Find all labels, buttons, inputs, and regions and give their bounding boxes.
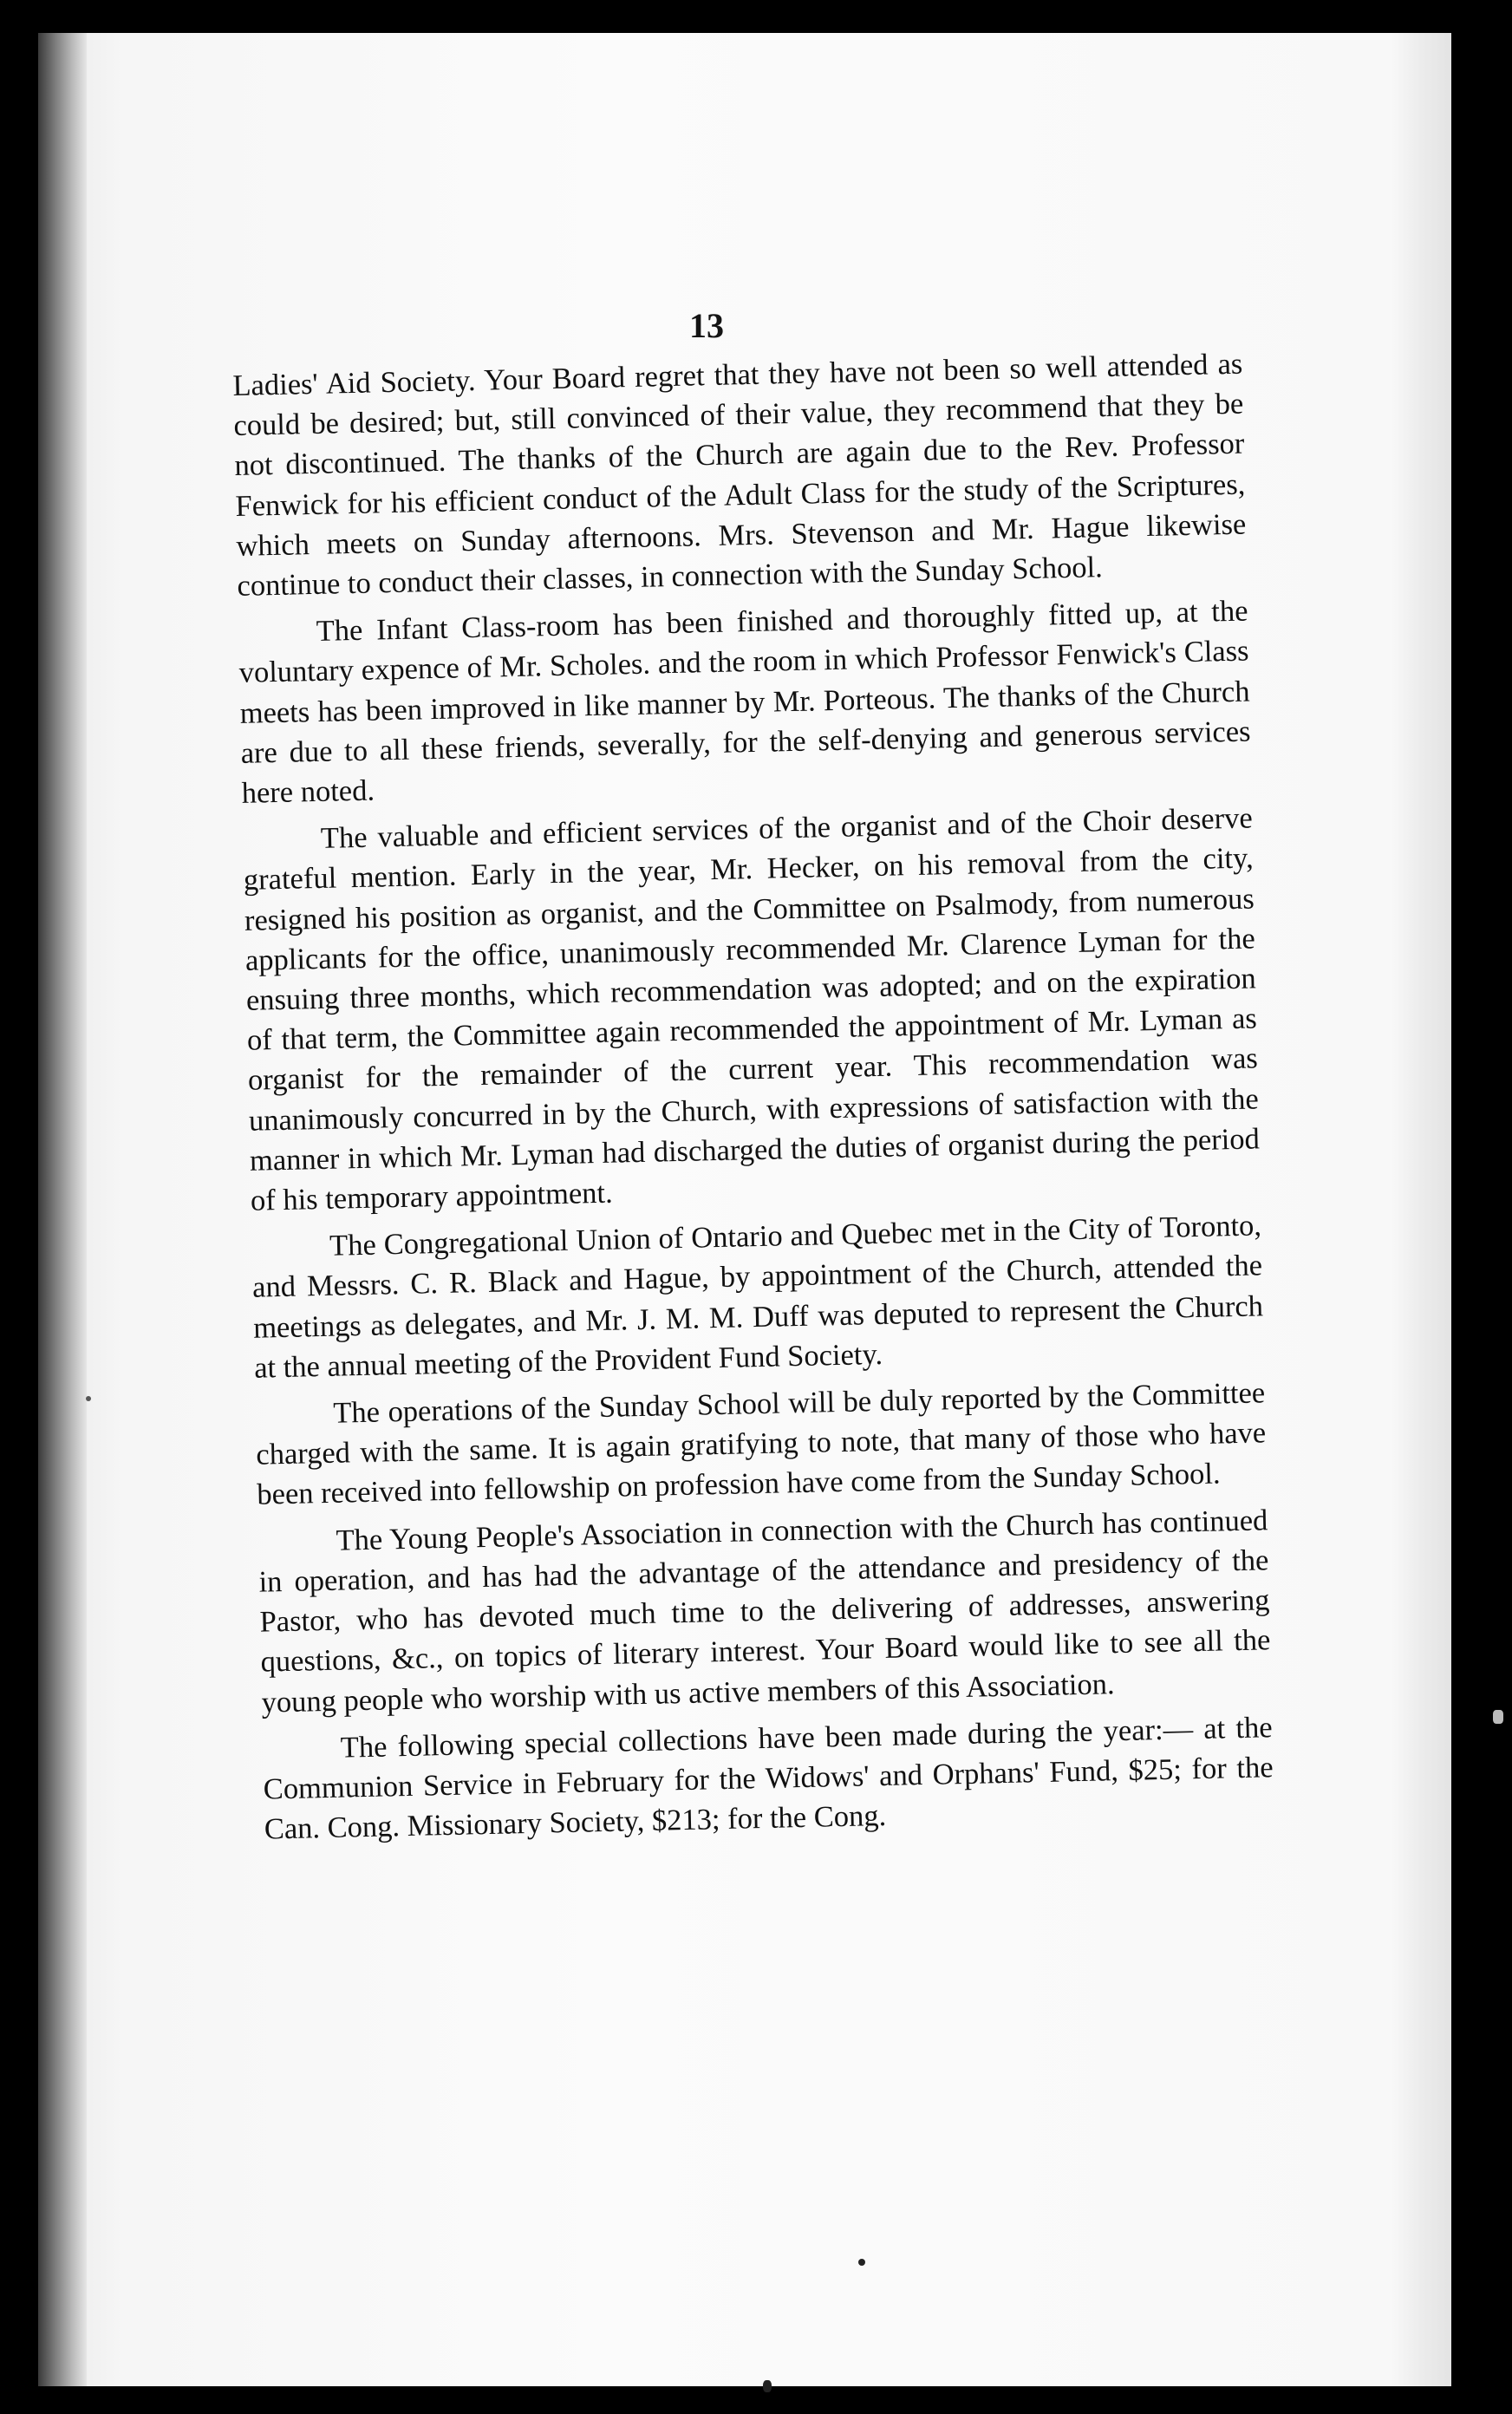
ink-speck: [763, 2380, 772, 2392]
ink-speck: [86, 1396, 91, 1401]
paragraph: The operations of the Sunday School will be duly reported by the Committee charged with the same. It is again gratifying to note, that many of those who have been received into fellowship on profession have come from the Sunday School.: [255, 1376, 1267, 1512]
paragraph: The Young People's Association in connection with the Church has continued in operation, and has had the advantage of the attendance and presidency of the Pastor, who has devoted much time to the delivering of addresses, answering questions, &c., on topics of literary interest. Your Board would like to see all the young people who worship with us active members of this Association.: [258, 1503, 1271, 1719]
ink-speck: [1493, 1710, 1503, 1724]
paragraph: The following special collections have been made during the year:— at the Communion Service in February for the Widows' and Orphans' Fund, $25; for the Can. Cong. Missionary Society, $213; for the Cong.: [263, 1710, 1274, 1846]
ink-speck: [858, 2259, 865, 2266]
page-number: 13: [689, 306, 724, 345]
paragraph: The Congregational Union of Ontario and Quebec met in the City of Toronto, and Messrs. C. R. Black and Hague, by appointment of the Church, attended the meetings as delegates, and Mr. J. M. M. Duff was deputed to represent the Church at the annual meeting of the Provident Fund Society.: [251, 1209, 1264, 1385]
page-edge: [1391, 33, 1451, 2386]
paragraph: The Infant Class-room has been finished and thoroughly fitted up, at the voluntary expence of Mr. Scholes. and the room in which Professor Fenwick's Class meets has been improved in like manner by Mr. Porteous. The thanks of the Church are due to all these friends, severally, for the self-denying and generous services here noted.: [238, 594, 1251, 810]
body-text: [232, 344, 1274, 1856]
paragraph: Ladies' Aid Society. Your Board regret that they have not been so well attended as could be desired; but, still convinced of their value, they recommend that they be not discontinued. The thanks of the Church are again due to the Rev. Professor Fenwick for his efficient conduct of the Adult Class for the study of the Scriptures, which meets on Sunday afternoons. Mrs. Stevenson and Mr. Hague likewise continue to conduct their classes, in connection with the Sunday School.: [232, 347, 1247, 603]
paragraph: The valuable and efficient services of the organist and of the Choir deserve grateful mention. Early in the year, Mr. Hecker, on his removal from the city, resigned his position as organist, and the Committee on Psalmody, from numerous applicants for the office, unanimously recommended Mr. Clarence Lyman for the ensuing three months, which recommendation was adopted; and on the expiration of that term, the Committee again recommended the appointment of Mr. Lyman as organist for the remainder of the current year. This recommendation was unanimously concurred in by the Church, with expressions of satisfaction with the manner in which Mr. Lyman had discharged the duties of organist during the period of his temporary appointment.: [243, 801, 1261, 1217]
spine-shadow: [38, 33, 87, 2386]
